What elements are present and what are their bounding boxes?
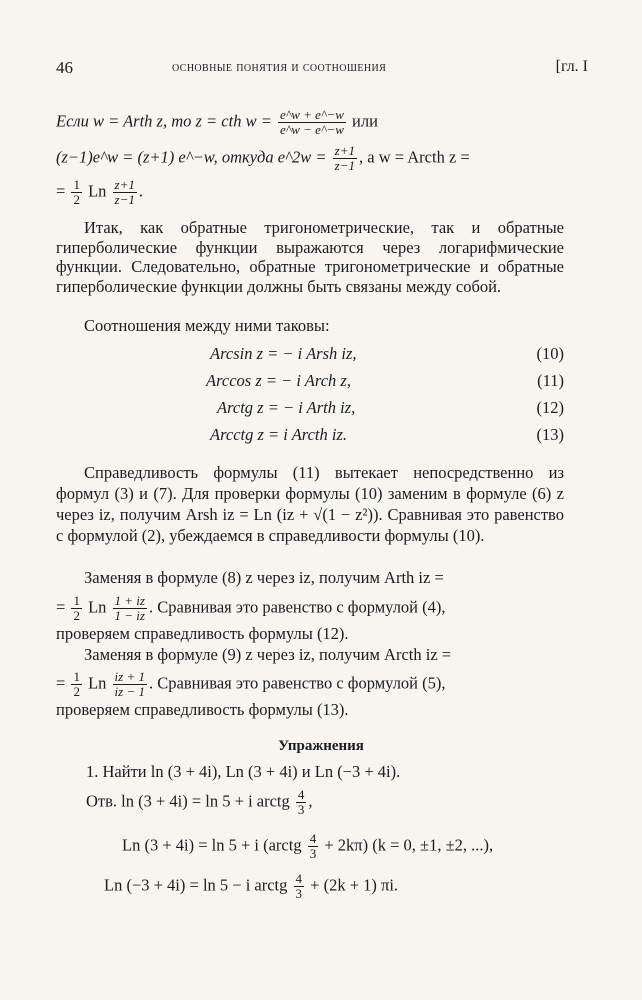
equation-number: (10) (536, 344, 564, 363)
formula-text: = (56, 597, 70, 617)
numerator: iz + 1 (114, 669, 145, 684)
fraction (71, 670, 82, 699)
formula-text: + 2kπ) (k = 0, ±1, ±2, ...), (320, 835, 494, 855)
formula-text: , (308, 791, 313, 811)
fraction (333, 144, 357, 173)
formula-text: (z−1)e^w = (z+1) e^−w, откуда e^2w = (56, 147, 331, 167)
numerator: 4 (295, 871, 303, 886)
paragraph-5-line-3: проверяем справедливость формулы (13). (56, 700, 349, 719)
paragraph-2: Соотношения между ними таковы: (84, 316, 330, 335)
equation-number: (11) (537, 371, 564, 390)
equation-10: Arcsin z = − i Arsh iz, (210, 344, 357, 363)
numerator: z+1 (334, 143, 355, 158)
denominator: z−1 (114, 192, 135, 207)
fraction (308, 832, 319, 861)
fraction (294, 872, 305, 901)
equation-11: Arccos z = − i Arch z, (206, 371, 351, 390)
paragraph-5-line-1: Заменяя в формуле (9) z через iz, получим Arcth iz = (84, 645, 452, 664)
fraction (71, 594, 82, 623)
denominator: 2 (73, 608, 80, 623)
paragraph-4-line-1: Заменяя в формуле (8) z через iz, получим Arth iz = (84, 568, 444, 587)
numerator: 4 (297, 787, 305, 802)
formula-text: . Сравнивая это равенство с формулой (4), (148, 597, 446, 617)
formula-text: + (2k + 1) πi. (306, 875, 399, 895)
denominator: iz − 1 (114, 684, 145, 699)
fraction (113, 670, 147, 699)
equation-12: Arctg z = − i Arth iz, (217, 398, 356, 417)
numerator: 1 + iz (114, 593, 145, 608)
numerator: 1 (73, 669, 80, 684)
numerator: e^w + e^−w (279, 107, 344, 122)
numerator: z+1 (114, 177, 135, 192)
denominator: 3 (309, 846, 317, 861)
paragraph-4-formula (56, 594, 564, 623)
formula-text: Ln (83, 181, 111, 201)
equation-number: (12) (536, 398, 564, 417)
formula-text: Отв. ln (3 + 4i) = ln 5 + i arctg (86, 791, 294, 811)
paragraph-5-formula (56, 670, 564, 699)
fraction (278, 108, 346, 137)
denominator: e^w − e^−w (279, 122, 344, 137)
formula-text: , а w = Arcth z = (359, 147, 470, 167)
exercises-heading: Упражнения (278, 738, 364, 754)
page-number: 46 (56, 58, 73, 77)
denominator: 2 (73, 192, 80, 207)
formula-text: = (56, 181, 70, 201)
answer-line-1 (86, 788, 594, 817)
denominator: 3 (295, 886, 303, 901)
running-title: основные понятия и соотношения (172, 60, 387, 75)
exercise-1: 1. Найти ln (3 + 4i), Ln (3 + 4i) и Ln (−3 + 4i). (86, 762, 401, 781)
equation-number: (13) (536, 425, 564, 444)
formula-text: . Сравнивая это равенство с формулой (5), (148, 673, 446, 693)
formula-line-3 (56, 178, 564, 207)
paragraph-4-line-3: проверяем справедливость формулы (12). (56, 624, 349, 643)
numerator: 4 (309, 831, 317, 846)
numerator: 1 (73, 593, 80, 608)
formula-text: Ln (3 + 4i) = ln 5 + i (arctg (122, 835, 306, 855)
formula-text: . (138, 181, 143, 201)
paragraph-3: Справедливость формулы (11) вытекает непосредственно из формул (3) и (7). Для проверки формулы (10) заменим в формуле (6) z через iz, получим Arsh iz = Ln (iz + √(1 − z²)). Сравнивая это равенство с формулой (2), убеждаемся в справедливости формулы (10). (56, 463, 564, 545)
fraction (113, 178, 137, 207)
answer-line-3 (104, 872, 612, 901)
fraction (71, 178, 82, 207)
denominator: 3 (297, 802, 305, 817)
fraction (296, 788, 307, 817)
numerator: 1 (73, 177, 80, 192)
answer-line-2 (122, 832, 630, 861)
formula-line-2 (56, 144, 564, 173)
paragraph-1: Итак, как обратные тригонометрические, так и обратные гиперболические функции выражаются через логарифмические функции. Следовательно, обратные тригонометрические и обратные гиперболические функции должны быть связаны между собой. (56, 218, 564, 296)
formula-text: Ln (83, 673, 111, 693)
formula-line-1 (56, 108, 564, 137)
formula-text: = (56, 673, 70, 693)
fraction (113, 594, 147, 623)
formula-text: Ln (83, 597, 111, 617)
denominator: z−1 (334, 158, 355, 173)
chapter-label: [гл. I (555, 58, 588, 75)
formula-text: Ln (−3 + 4i) = ln 5 − i arctg (104, 875, 292, 895)
equation-13: Arcctg z = i Arcth iz. (210, 425, 348, 444)
page-header (56, 58, 588, 82)
denominator: 1 − iz (114, 608, 145, 623)
formula-text: или (347, 111, 378, 131)
formula-text: Если w = Arth z, то z = cth w = (56, 111, 276, 131)
denominator: 2 (73, 684, 80, 699)
